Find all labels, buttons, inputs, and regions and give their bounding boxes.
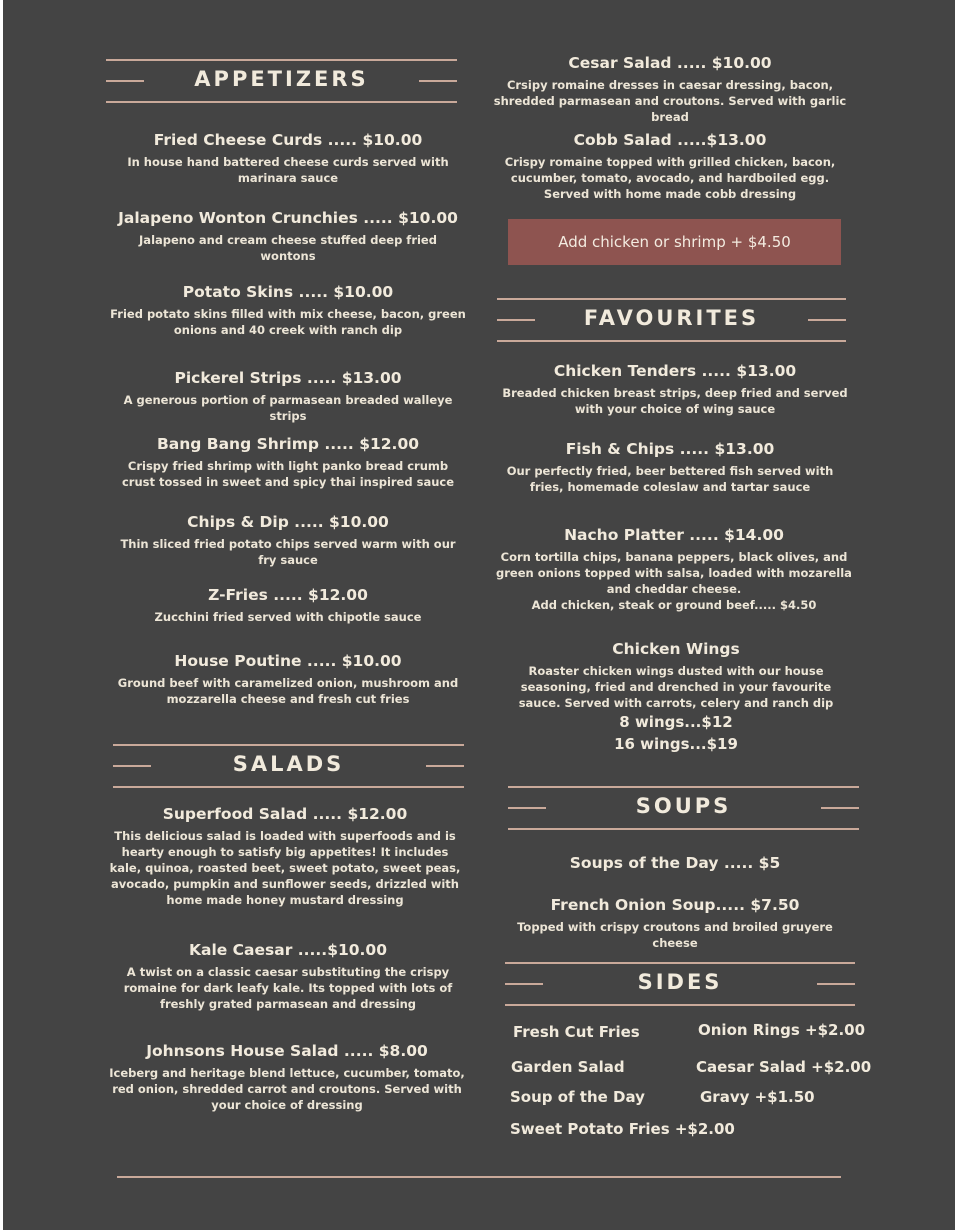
item-name: Bang Bang Shrimp ..... $12.00	[156, 435, 420, 453]
item-description: Our perfectly fried, beer bettered fish served with fries, homemade coleslaw and tartar sauce	[506, 464, 834, 494]
menu-item	[506, 639, 846, 755]
item-name: Potato Skins ..... $10.00	[182, 283, 394, 301]
salads-header	[113, 744, 464, 788]
menu-item	[500, 130, 840, 202]
header-rule	[508, 786, 859, 788]
item-name: Fish & Chips ..... $13.00	[565, 440, 775, 458]
item-name: Chicken Tenders ..... $13.00	[553, 362, 797, 380]
item-description: Corn tortilla chips, banana peppers, black olives, and green onions topped with salsa, loaded with mozarella and cheddar cheese.	[496, 550, 852, 596]
wings-price: 16 wings...$19	[614, 735, 738, 753]
item-name: Fried Cheese Curds ..... $10.00	[153, 131, 423, 149]
item-name: House Poutine ..... $10.00	[174, 652, 402, 670]
section-title: SOUPS	[635, 794, 732, 818]
item-name: Jalapeno Wonton Crunchies ..... $10.00	[118, 209, 458, 227]
header-dash	[817, 983, 855, 985]
header-rule	[106, 101, 457, 103]
item-name: Pickerel Strips ..... $13.00	[174, 369, 402, 387]
item-description: Crsipy romaine dresses in caesar dressing, bacon, shredded parmasean and croutons. Served with garlic bread	[493, 78, 847, 124]
sides-header	[505, 962, 855, 1006]
menu-item	[110, 940, 466, 1012]
section-title: SALADS	[232, 752, 345, 776]
section-title: FAVOURITES	[583, 306, 760, 330]
header-rule	[505, 962, 855, 964]
soups-header	[508, 786, 859, 830]
item-description: A twist on a classic caesar substituting the crispy romaine for dark leafy kale. Its topped with lots of freshly grated parmasean and dressing	[123, 965, 453, 1011]
item-name: Z-Fries ..... $12.00	[208, 586, 368, 604]
header-rule	[497, 340, 846, 342]
menu-item	[110, 434, 466, 490]
item-description: Thin sliced fried potato chips served warm with our fry sauce	[120, 537, 456, 567]
section-title: SIDES	[637, 970, 723, 994]
header-rule	[508, 828, 859, 830]
menu-item	[496, 525, 852, 613]
appetizers-header	[106, 59, 457, 103]
side-item: Sweet Potato Fries +$2.00	[510, 1120, 735, 1138]
add-protein-banner: Add chicken or shrimp + $4.50	[508, 219, 841, 265]
header-rule	[106, 59, 457, 61]
item-description: This delicious salad is loaded with superfoods and is hearty enough to satisfy big appetites! It includes kale, quinoa, roasted beet, sweet potato, sweet peas, avocado, pumpkin and sunflower seeds, drizzled with home made honey mustard dressing	[109, 829, 461, 907]
item-description: Fried potato skins filled with mix cheese, bacon, green onions and 40 creek with ranch dip	[110, 307, 466, 337]
item-description: Crispy fried shrimp with light panko bread crumb crust tossed in sweet and spicy thai inspired sauce	[121, 459, 455, 489]
menu-item	[110, 368, 466, 424]
side-item: Soup of the Day	[510, 1088, 645, 1106]
side-item: Garden Salad	[511, 1058, 625, 1076]
menu-item	[106, 1041, 468, 1113]
item-description: Ground beef with caramelized onion, mushroom and mozzarella cheese and fresh cut fries	[117, 676, 459, 706]
side-item: Fresh Cut Fries	[513, 1023, 640, 1041]
header-rule	[497, 298, 846, 300]
item-name: French Onion Soup..... $7.50	[550, 896, 800, 914]
menu-item	[490, 53, 850, 125]
side-item: Onion Rings +$2.00	[698, 1021, 866, 1039]
header-rule	[113, 786, 464, 788]
item-name: Kale Caesar .....$10.00	[188, 941, 388, 959]
item-name: Chicken Wings	[612, 640, 740, 658]
item-description: Iceberg and heritage blend lettuce, cucumber, tomato, red onion, shredded carrot and croutons. Served with your choice of dressing	[109, 1066, 465, 1112]
header-dash	[821, 807, 859, 809]
header-dash	[426, 765, 464, 767]
menu-item	[110, 651, 466, 707]
item-description: Breaded chicken breast strips, deep fried and served with your choice of wing sauce	[502, 386, 848, 416]
wings-price: 8 wings...$12	[619, 713, 733, 731]
item-extra: Add chicken, steak or ground beef..... $4.50	[531, 598, 817, 612]
item-name: Johnsons House Salad ..... $8.00	[146, 1042, 428, 1060]
item-name: Soups of the Day ..... $5	[569, 854, 781, 872]
section-title: APPETIZERS	[194, 67, 369, 91]
menu-item	[110, 512, 466, 568]
item-name: Cobb Salad .....$13.00	[573, 131, 767, 149]
item-name: Superfood Salad ..... $12.00	[162, 805, 408, 823]
side-item: Caesar Salad +$2.00	[696, 1058, 872, 1076]
item-description: A generous portion of parmasean breaded walleye strips	[123, 393, 453, 423]
item-name: Chips & Dip ..... $10.00	[187, 513, 389, 531]
item-description: In house hand battered cheese curds served with marinara sauce	[127, 155, 449, 185]
header-dash	[808, 319, 846, 321]
side-item: Gravy +$1.50	[700, 1088, 815, 1106]
favourites-header	[497, 298, 846, 342]
item-description: Zucchini fried served with chipotle sauce	[154, 610, 422, 624]
menu-item	[104, 804, 466, 908]
menu-item	[110, 130, 466, 186]
header-dash	[419, 80, 457, 82]
item-description: Roaster chicken wings dusted with our house seasoning, fried and drenched in your favourite sauce. Served with carrots, celery and ranch dip	[518, 664, 834, 710]
menu-item	[500, 439, 840, 495]
menu-item	[110, 282, 466, 338]
item-name: Cesar Salad ..... $10.00	[568, 54, 772, 72]
menu-item	[110, 208, 466, 264]
menu-item	[500, 853, 850, 873]
item-description: Topped with crispy croutons and broiled gruyere cheese	[517, 920, 833, 950]
footer-rule	[117, 1176, 841, 1178]
menu-item	[500, 895, 850, 951]
item-description: Jalapeno and cream cheese stuffed deep fried wontons	[139, 233, 437, 263]
header-rule	[505, 1004, 855, 1006]
header-rule	[113, 744, 464, 746]
item-description: Crispy romaine topped with grilled chicken, bacon, cucumber, tomato, avocado, and hardboiled egg. Served with home made cobb dressing	[504, 155, 836, 201]
menu-item	[110, 585, 466, 625]
item-name: Nacho Platter ..... $14.00	[564, 526, 784, 544]
menu-item	[500, 361, 850, 417]
